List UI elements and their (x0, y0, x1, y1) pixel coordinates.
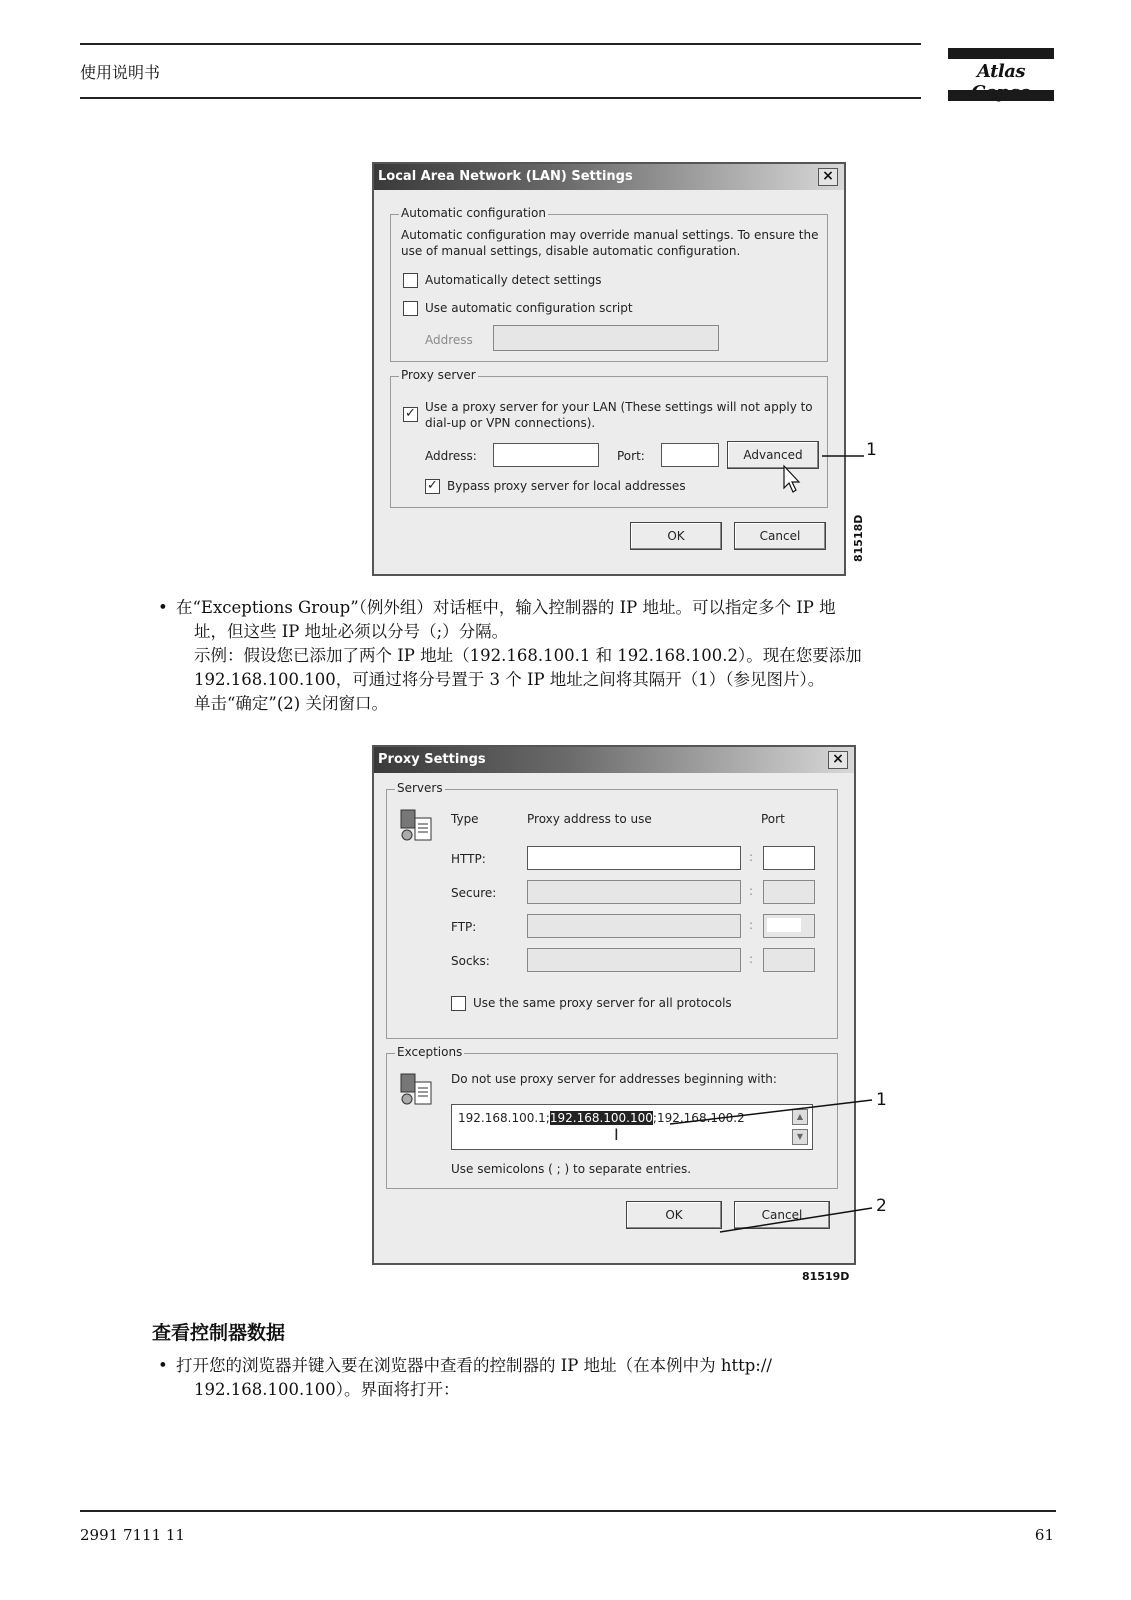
section-title: 查看控制器数据 (152, 1322, 286, 1344)
advanced-button[interactable]: Advanced (727, 441, 819, 469)
bullet-paragraph-exceptions: • 在“Exceptions Group”（例外组）对话框中，输入控制器的 IP 地址。可以指定多个 IP 地 址，但这些 IP 地址必须以分号（;）分隔。 示例：假设您已添加了两个 IP 地址（192.168.100.1 和 192.168.100.2）。现在您要添加 192.168.100.100，可通过将分号置于 3 个 IP 地址之间将其隔开（1）（参见图片）。 单击“确定”(2) 关闭窗口。 (158, 598, 862, 713)
group-legend: Automatic configuration (401, 206, 546, 220)
use-proxy-checkbox[interactable]: ✓ (403, 407, 418, 422)
close-icon[interactable]: × (818, 168, 838, 186)
lan-dialog-title: Local Area Network (LAN) Settings (378, 169, 633, 184)
col-type-header: Type (451, 812, 479, 826)
bullet-paragraph-view-data: • 打开您的浏览器并键入要在浏览器中查看的控制器的 IP 地址（在本例中为 http:// 192.168.100.100）。界面将打开： (158, 1356, 772, 1399)
figure-code-lan: 81518D (852, 514, 865, 562)
lan-cancel-button[interactable]: Cancel (734, 522, 826, 550)
colon: : (749, 918, 754, 932)
colon: : (749, 952, 754, 966)
exceptions-description: Do not use proxy server for addresses beginning with: (451, 1072, 777, 1086)
auto-config-description: Automatic configuration may override manual settings. To ensure the use of manual settings, disable automatic configuration. (401, 228, 819, 258)
bullet-mark: • (158, 1356, 168, 1375)
callout-2-proxy: 2 (876, 1196, 887, 1216)
secure-label: Secure: (451, 886, 497, 900)
proxy-dialog-title: Proxy Settings (378, 752, 486, 767)
col-address-header: Proxy address to use (527, 812, 652, 826)
logo-text: Atlas (976, 61, 1026, 82)
lan-ok-button[interactable]: OK (630, 522, 722, 550)
proxy-address-label: Address: (425, 449, 477, 463)
footer-doc-number: 2991 7111 11 (80, 1526, 185, 1544)
callout-1-lan: 1 (866, 440, 877, 460)
scroll-up-icon[interactable]: ▲ (792, 1109, 808, 1125)
group-legend: Exceptions (397, 1045, 463, 1059)
group-legend: Proxy server (401, 368, 476, 382)
use-proxy-label: Use a proxy server for your LAN (These settings will not apply to dial-up or VPN connections). (425, 400, 813, 430)
col-port-header: Port (761, 812, 785, 826)
text-cursor-icon: I (614, 1125, 619, 1144)
colon: : (749, 850, 754, 864)
exceptions-value: 192.168.100.1;192.168.100.100;192.168.100.2 (458, 1111, 745, 1125)
scroll-down-icon[interactable]: ▼ (792, 1129, 808, 1145)
http-label: HTTP: (451, 852, 486, 866)
exceptions-hint: Use semicolons ( ; ) to separate entries. (451, 1162, 692, 1176)
bullet-mark: • (158, 598, 168, 617)
proxy-port-label: Port: (617, 449, 645, 463)
same-proxy-label: Use the same proxy server for all protocols (473, 996, 732, 1010)
auto-detect-label: Automatically detect settings (425, 273, 602, 287)
group-legend: Servers (397, 781, 443, 795)
footer-page-number: 61 (1034, 1526, 1054, 1544)
bypass-local-label: Bypass proxy server for local addresses (447, 479, 686, 493)
callout-1-proxy: 1 (876, 1090, 887, 1110)
figure-code-proxy: 81519D (802, 1270, 850, 1283)
footer-rule (80, 1510, 1056, 1512)
socks-label: Socks: (451, 954, 490, 968)
auto-script-label: Use automatic configuration script (425, 301, 633, 315)
auto-address-label: Address (425, 333, 473, 347)
ftp-label: FTP: (451, 920, 477, 934)
close-icon[interactable]: × (828, 751, 848, 769)
header-title: 使用说明书 (80, 63, 161, 82)
bypass-local-checkbox[interactable]: ✓ (425, 479, 440, 494)
colon: : (749, 884, 754, 898)
proxy-cancel-button[interactable]: Cancel (734, 1201, 830, 1229)
proxy-ok-button[interactable]: OK (626, 1201, 722, 1229)
selected-text: 192.168.100.100 (549, 1111, 653, 1125)
